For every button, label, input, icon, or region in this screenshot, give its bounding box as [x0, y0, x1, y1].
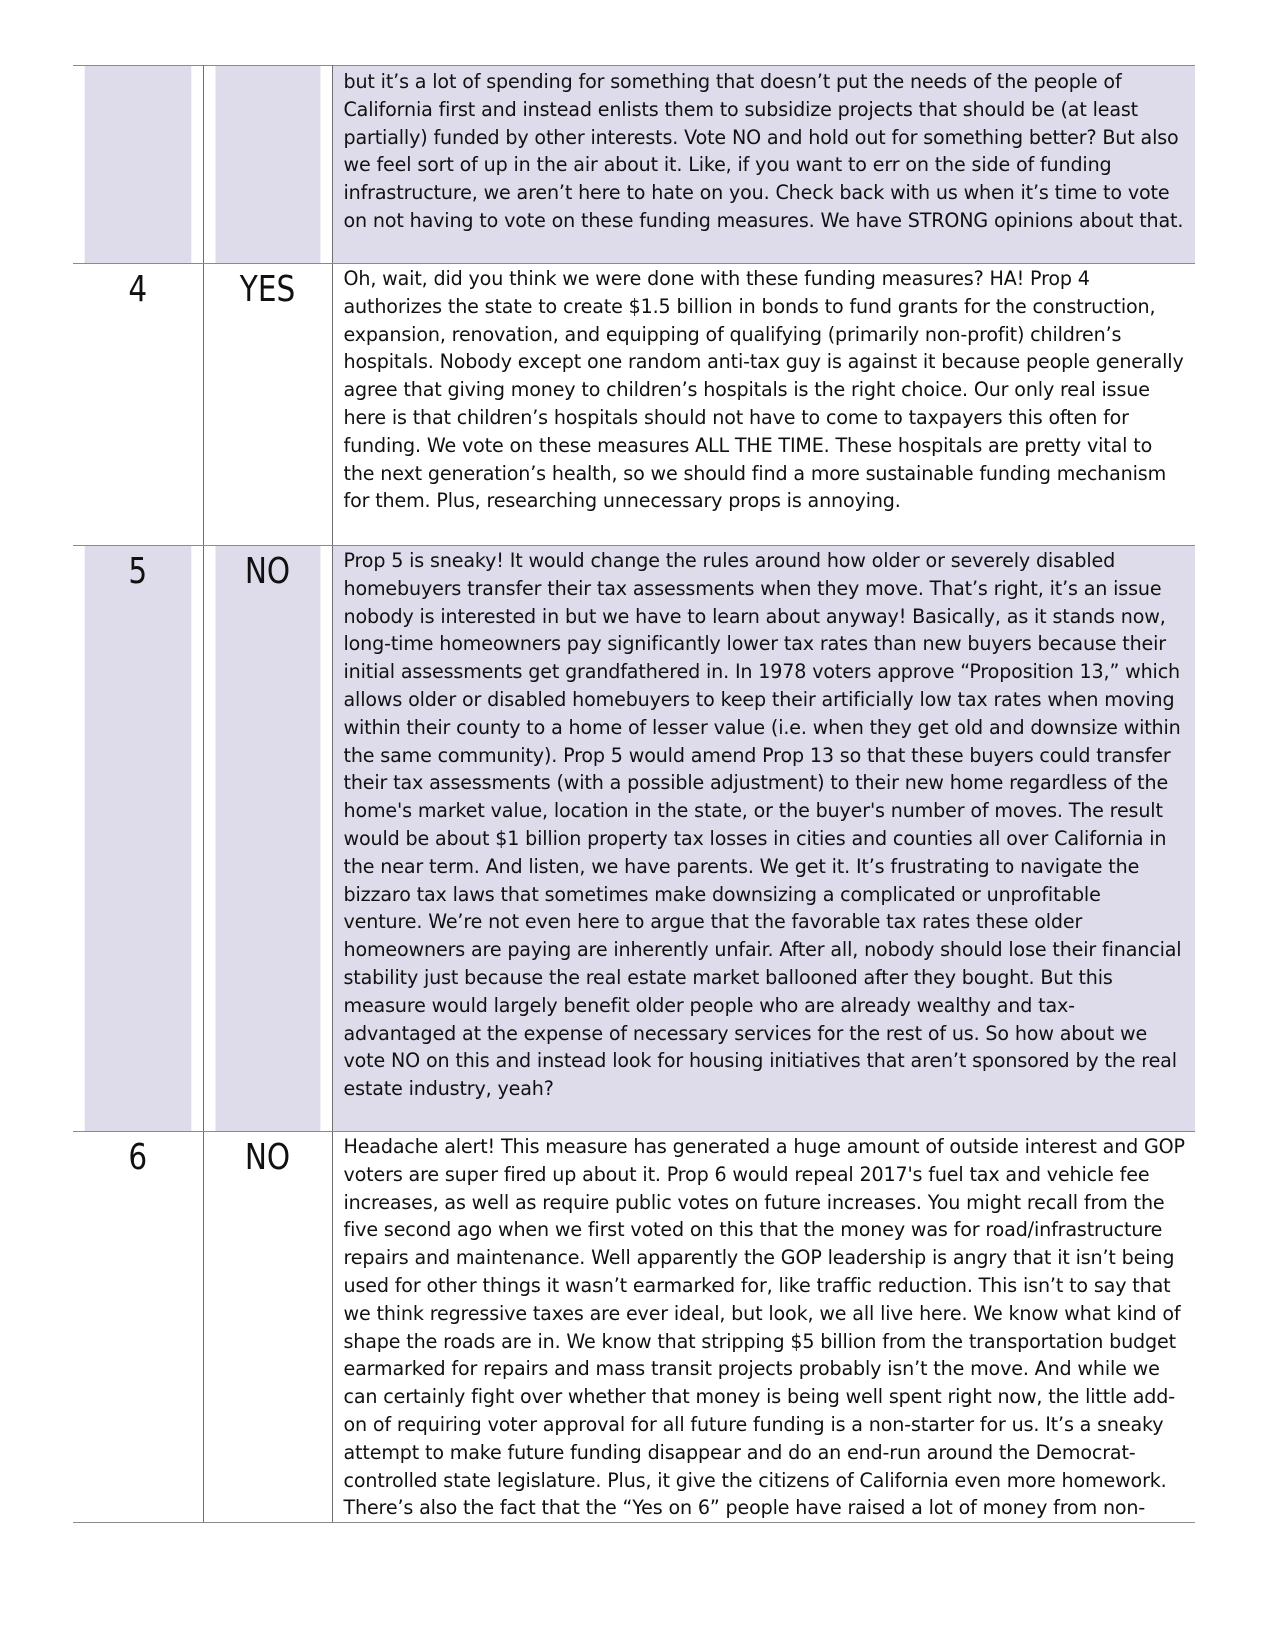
table-row [73, 1131, 1195, 1522]
propositions-table [73, 65, 1195, 1523]
vote-recommendation [215, 66, 321, 264]
prop-number: 6 [85, 1131, 192, 1522]
prop-description: but it’s a lot of spending for something that doesn’t put the needs of the people of California first and instead enlists them to subsidize projects that should be (at least partially) funded by other interests. Vote NO and hold out for something better? But also we feel sort of up in the air about it. Like, if you want to err on the side of funding infrastructure, we aren’t here to hate on you. Check back with us when it’s time to vote on not having to vote on these funding measures. We have STRONG opinions about that. [332, 66, 1195, 264]
table-row [73, 264, 1195, 546]
prop-description: Prop 5 is sneaky! It would change the rules around how older or severely disabled homebuyers transfer their tax assessments when they move. That’s right, it’s an issue nobody is interested in but we have to learn about anyway! Basically, as it stands now, long-time homeowners pay significantly lower tax rates than new buyers because their initial assessments get grandfathered in. In 1978 voters approve “Proposition 13,” which allows older or disabled homebuyers to keep their artificially low tax rates when moving within their county to a home of lesser value (i.e. when they get old and downsize within the same community). Prop 5 would amend Prop 13 so that these buyers could transfer their tax assessments (with a possible adjustment) to their new home regardless of the home's market value, location in the state, or the buyer's number of moves. The result would be about $1 billion property tax losses in cities and counties all over California in the near term. And listen, we have parents. We get it. It’s frustrating to navigate the bizzaro tax laws that sometimes make downsizing a complicated or unprofitable venture. We’re not even here to argue that the favorable tax rates these older homeowners are paying are inherently unfair. After all, nobody should lose their financial stability just because the real estate market ballooned after they bought. But this measure would largely benefit older people who are already wealthy and tax-advantaged at the expense of necessary services for the rest of us. So how about we vote NO on this and instead look for housing initiatives that aren’t sponsored by the real estate industry, yeah? [332, 546, 1195, 1132]
prop-number: 4 [85, 264, 192, 546]
table-row [73, 66, 1195, 264]
prop-description: Headache alert! This measure has generated a huge amount of outside interest and GOP voters are super fired up about it. Prop 6 would repeal 2017's fuel tax and vehicle fee increases, as well as require public votes on future increases. You might recall from the five second ago when we first voted on this that the money was for road/infrastructure repairs and maintenance. Well apparently the GOP leadership is angry that it isn’t being used for other things it wasn’t earmarked for, like traffic reduction. This isn’t to say that we think regressive taxes are ever ideal, but look, we all live here. We know what kind of shape the roads are in. We know that stripping $5 billion from the transportation budget earmarked for repairs and mass transit projects probably isn’t the move. And while we can certainly fight over whether that money is being well spent right now, the little add-on of requiring voter approval for all future funding is a non-starter for us. It’s a sneaky attempt to make future funding disappear and do an end-run around the Democrat-controlled state legislature. Plus, it give the citizens of California even more homework. There’s also the fact that the “Yes on 6” people have raised a lot of money from non- [332, 1131, 1195, 1522]
vote-recommendation: NO [215, 546, 321, 1132]
prop-number [85, 66, 192, 264]
vote-recommendation: YES [215, 264, 321, 546]
vote-recommendation: NO [215, 1131, 321, 1522]
prop-number: 5 [85, 546, 192, 1132]
table-row [73, 546, 1195, 1132]
prop-description: Oh, wait, did you think we were done with these funding measures? HA! Prop 4 authorizes the state to create $1.5 billion in bonds to fund grants for the construction, expansion, renovation, and equipping of qualifying (primarily non-profit) children’s hospitals. Nobody except one random anti-tax guy is against it because people generally agree that giving money to children’s hospitals is the right choice. Our only real issue here is that children’s hospitals should not have to come to taxpayers this often for funding. We vote on these measures ALL THE TIME. These hospitals are pretty vital to the next generation’s health, so we should find a more sustainable funding mechanism for them. Plus, researching unnecessary props is annoying. [332, 264, 1195, 546]
